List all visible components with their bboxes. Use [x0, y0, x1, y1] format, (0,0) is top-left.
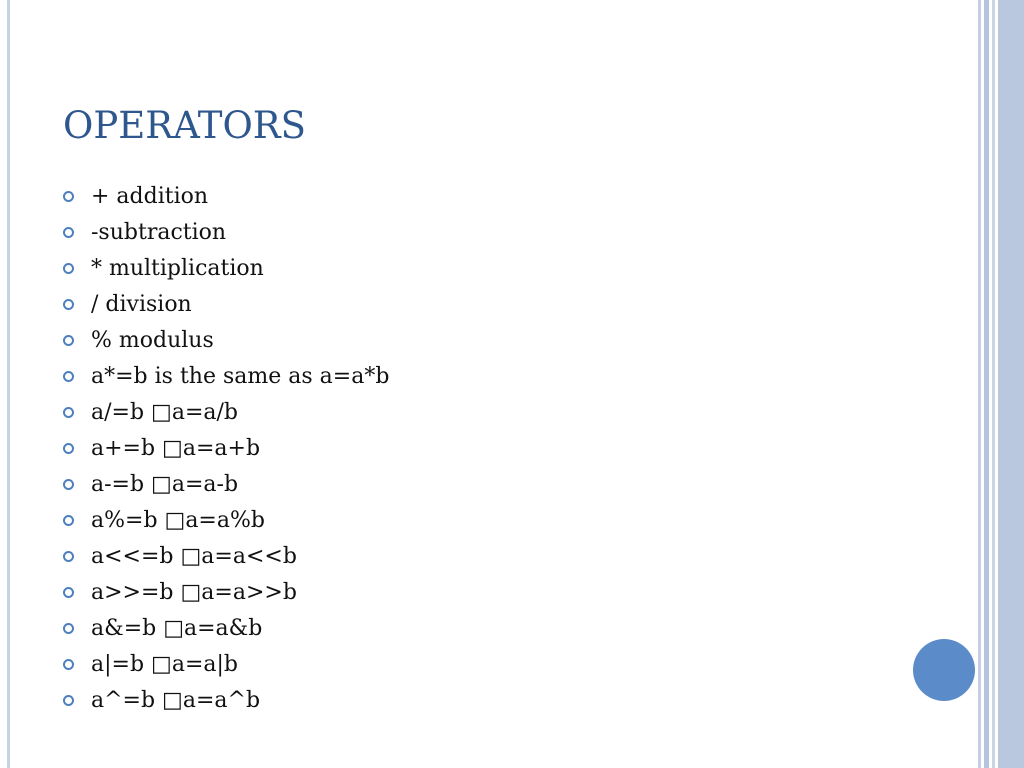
- bullet-text: -subtraction: [91, 219, 227, 245]
- bullet-circle-icon: [63, 335, 74, 346]
- bullet-text: a|=b □a=a|b: [91, 651, 238, 677]
- bullet-text: a&=b □a=a&b: [91, 615, 263, 641]
- bullet-text: + addition: [91, 183, 209, 209]
- bullet-item: [63, 430, 389, 466]
- bullet-text: a%=b □a=a%b: [91, 507, 265, 533]
- bullet-text: a<<=b □a=a<<b: [91, 543, 297, 569]
- bullet-circle-icon: [63, 659, 74, 670]
- decorative-circle: [913, 639, 975, 701]
- bullet-item: [63, 286, 389, 322]
- bullet-item: [63, 250, 389, 286]
- bullet-text: a*=b is the same as a=a*b: [91, 363, 390, 389]
- bullet-circle-icon: [63, 695, 74, 706]
- right-decorative-stripes: [978, 0, 1024, 768]
- bullet-item: [63, 610, 389, 646]
- bullet-circle-icon: [63, 371, 74, 382]
- bullet-text: / division: [91, 291, 192, 317]
- bullet-circle-icon: [63, 515, 74, 526]
- bullet-item: [63, 646, 389, 682]
- bullet-circle-icon: [63, 551, 74, 562]
- bullet-item: [63, 682, 389, 718]
- bullet-circle-icon: [63, 407, 74, 418]
- bullet-text: a/=b □a=a/b: [91, 399, 238, 425]
- bullet-circle-icon: [63, 479, 74, 490]
- bullet-circle-icon: [63, 227, 74, 238]
- bullet-circle-icon: [63, 263, 74, 274]
- bullet-item: [63, 214, 389, 250]
- bullet-text: a^=b □a=a^b: [91, 687, 261, 713]
- stripe: [998, 0, 1024, 768]
- bullet-circle-icon: [63, 587, 74, 598]
- bullet-circle-icon: [63, 191, 74, 202]
- bullet-item: [63, 574, 389, 610]
- left-border-line: [7, 0, 10, 768]
- bullet-item: [63, 538, 389, 574]
- bullet-text: * multiplication: [91, 255, 264, 281]
- stripe: [984, 0, 989, 768]
- bullet-item: [63, 502, 389, 538]
- slide-title: OPERATORS: [63, 104, 307, 147]
- bullet-text: a>>=b □a=a>>b: [91, 579, 297, 605]
- bullet-item: [63, 358, 389, 394]
- stripe: [992, 0, 995, 768]
- bullet-circle-icon: [63, 299, 74, 310]
- bullet-list: [63, 178, 389, 718]
- bullet-text: a+=b □a=a+b: [91, 435, 261, 461]
- bullet-text: a-=b □a=a-b: [91, 471, 239, 497]
- bullet-circle-icon: [63, 623, 74, 634]
- stripe: [978, 0, 981, 768]
- bullet-item: [63, 322, 389, 358]
- bullet-text: % modulus: [91, 327, 214, 353]
- bullet-item: [63, 466, 389, 502]
- bullet-circle-icon: [63, 443, 74, 454]
- bullet-item: [63, 178, 389, 214]
- bullet-item: [63, 394, 389, 430]
